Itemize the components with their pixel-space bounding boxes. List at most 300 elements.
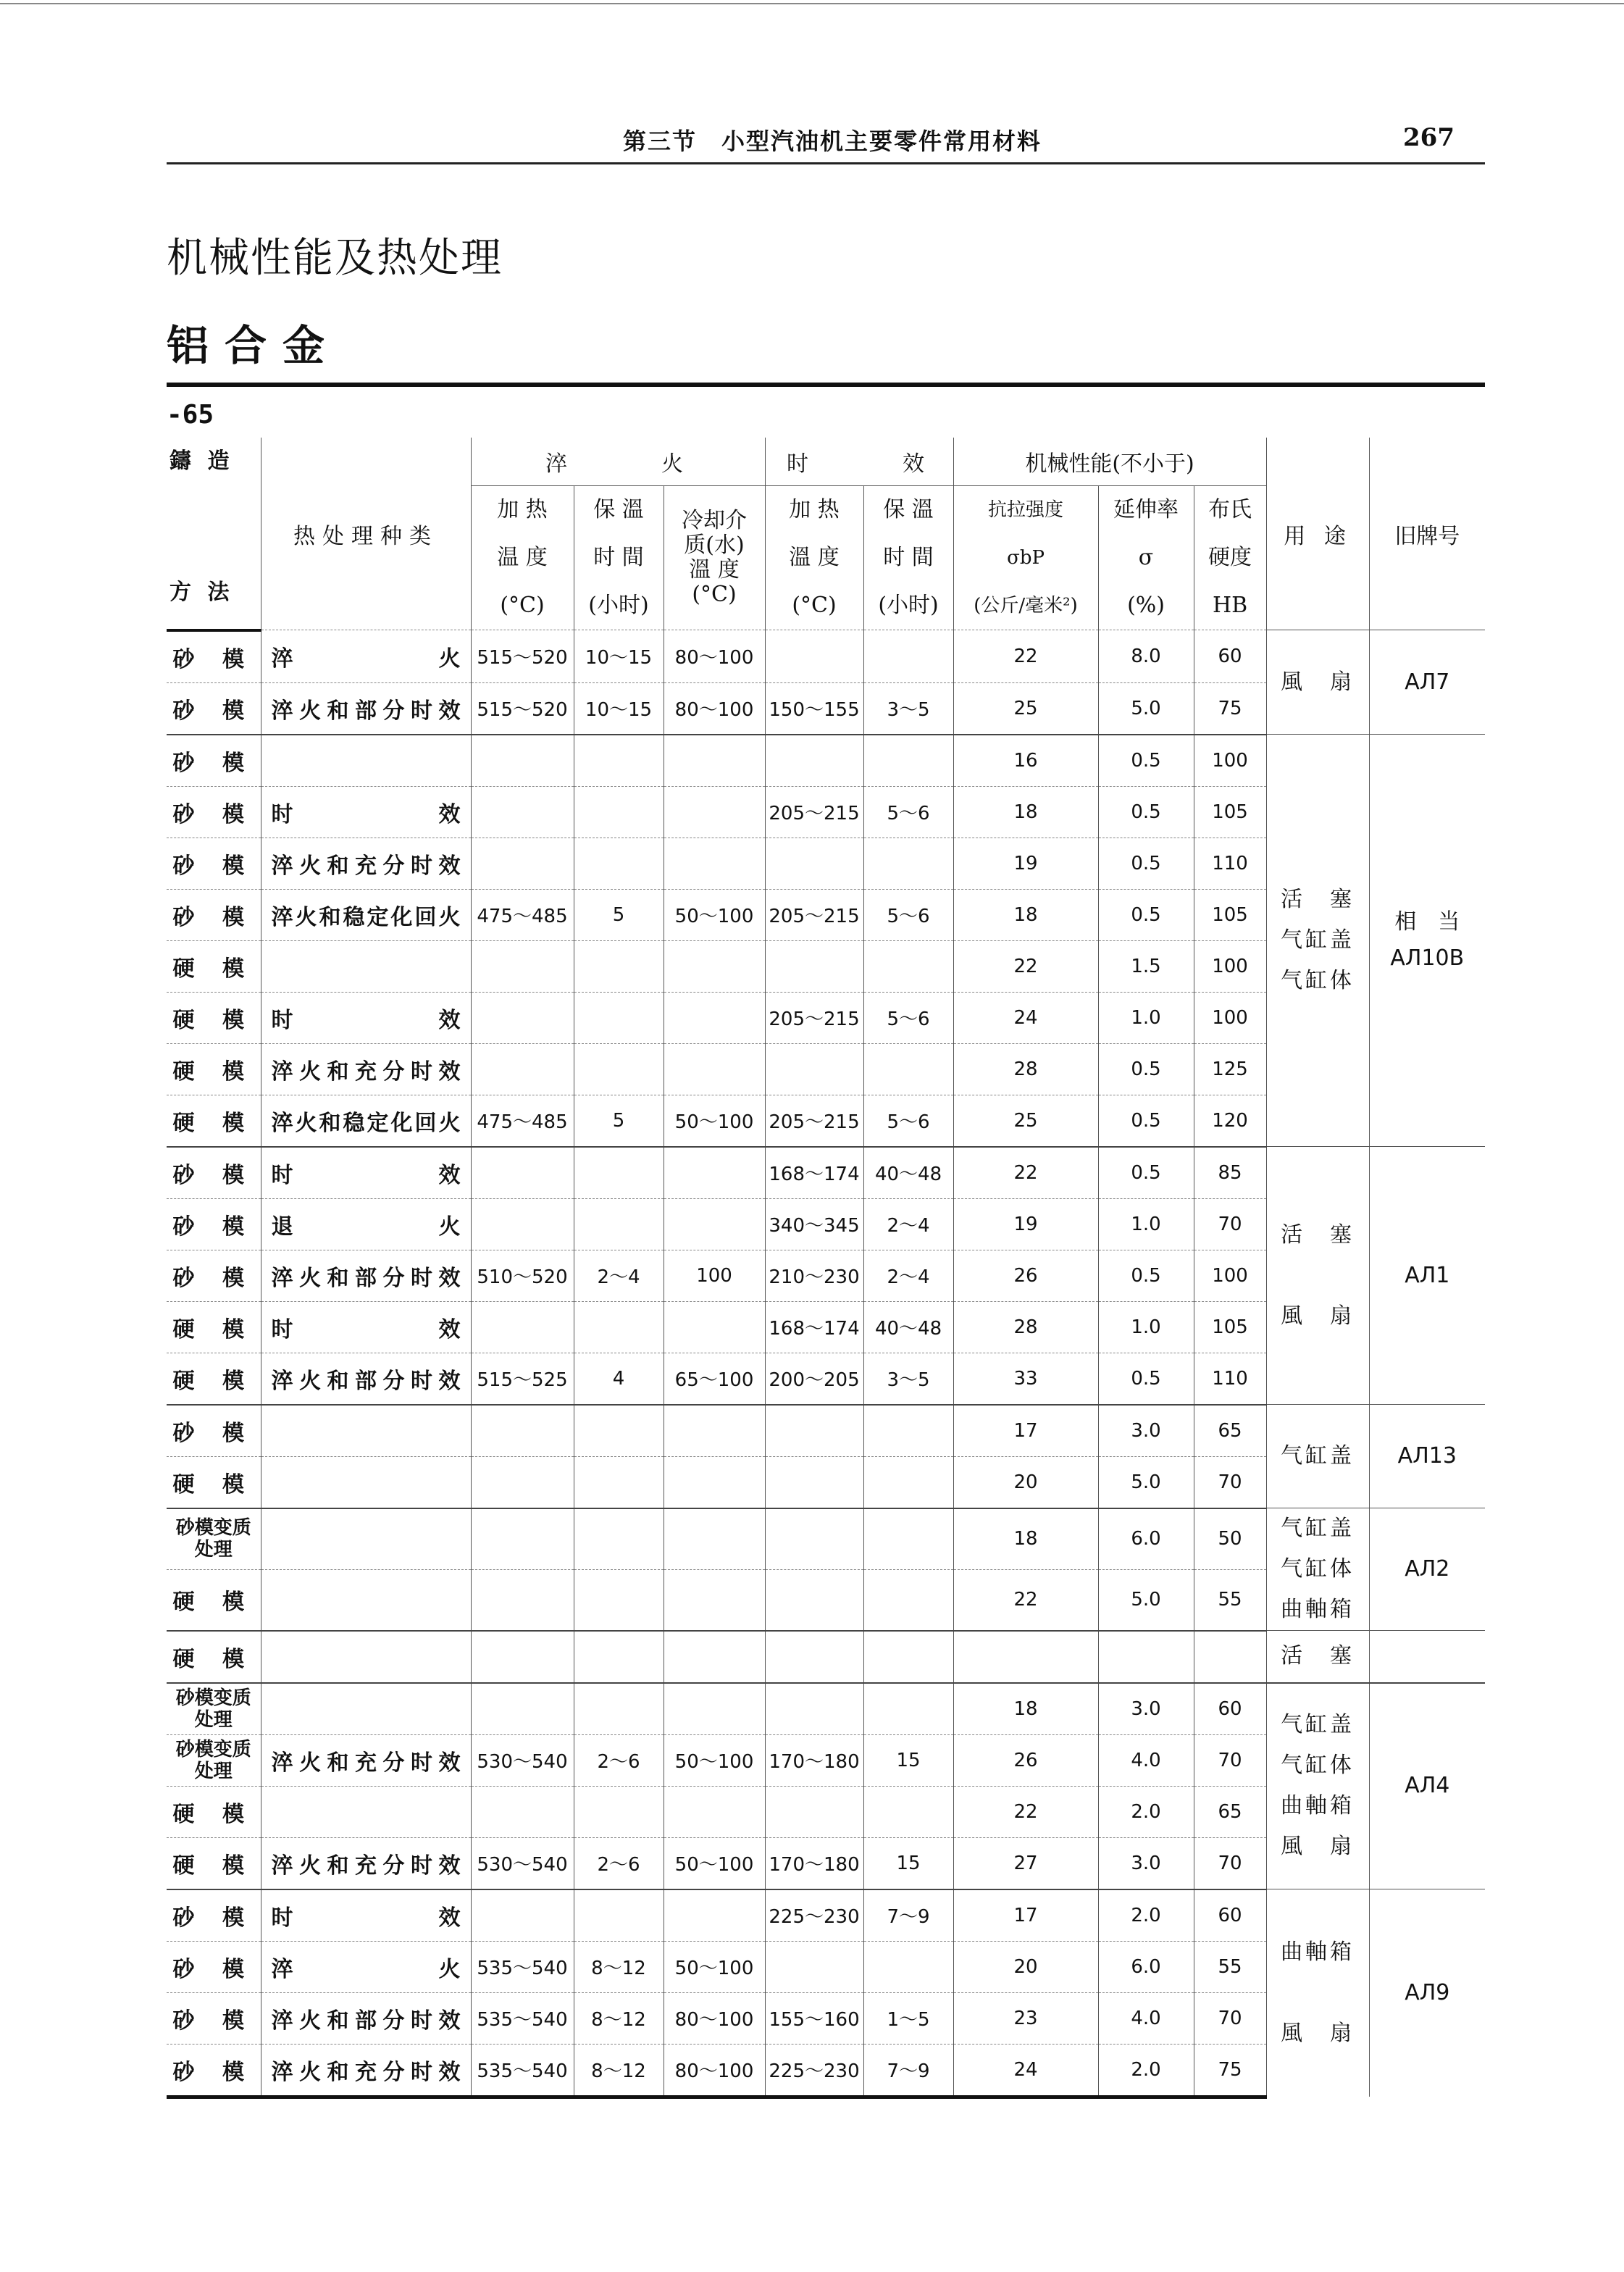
cell-elongation: 5.0 <box>1098 682 1194 735</box>
cell-treatment: 淬火 <box>261 630 471 683</box>
cell-aging-temp <box>765 1631 863 1683</box>
cell-hardness: 110 <box>1194 1353 1266 1405</box>
cell-use: 气缸盖 气缸体 曲軸箱 風 扇 <box>1266 1683 1369 1889</box>
cell-treatment <box>261 735 471 787</box>
cell-method: 砂 模 <box>167 682 261 735</box>
cell-quench-cool: 65～100 <box>664 1353 765 1405</box>
cell-tensile: 17 <box>953 1889 1098 1942</box>
cell-treatment: 淬火和充分时效 <box>261 1734 471 1786</box>
cell-aging-temp: 225～230 <box>765 2044 863 2097</box>
cell-method: 砂 模 <box>167 1250 261 1301</box>
cell-elongation: 3.0 <box>1098 1683 1194 1735</box>
cell-quench-temp <box>471 1456 574 1508</box>
cell-hardness: 70 <box>1194 1837 1266 1889</box>
cell-quench-cool <box>664 786 765 838</box>
cell-tensile: 16 <box>953 735 1098 787</box>
cell-aging-hold: 2～4 <box>863 1198 953 1250</box>
cell-aging-temp: 200～205 <box>765 1353 863 1405</box>
cell-hardness: 70 <box>1194 1734 1266 1786</box>
cell-quench-temp <box>471 838 574 889</box>
cell-quench-hold <box>574 1508 664 1570</box>
cell-aging-hold <box>863 630 953 683</box>
cell-hardness: 100 <box>1194 1250 1266 1301</box>
cell-aging-temp <box>765 1043 863 1095</box>
cell-quench-cool <box>664 1683 765 1735</box>
cell-hardness: 100 <box>1194 992 1266 1043</box>
cell-use: 气缸盖 气缸体 曲軸箱 <box>1266 1508 1369 1631</box>
cell-aging-hold: 7～9 <box>863 1889 953 1942</box>
cell-old-grade: АЛ7 <box>1369 630 1485 735</box>
cell-method: 砂 模 <box>167 735 261 787</box>
header-casting-method-b: 方 法 <box>167 557 261 630</box>
cell-treatment: 淬火和稳定化回火 <box>261 889 471 940</box>
cell-quench-temp: 530～540 <box>471 1837 574 1889</box>
cell-quench-hold: 2～6 <box>574 1837 664 1889</box>
cell-quench-hold <box>574 838 664 889</box>
cell-aging-temp: 150～155 <box>765 682 863 735</box>
cell-treatment <box>261 1569 471 1631</box>
cell-old-grade: АЛ4 <box>1369 1683 1485 1889</box>
header-use: 用 途 <box>1266 438 1369 630</box>
cell-method: 硬 模 <box>167 1456 261 1508</box>
cell-tensile: 33 <box>953 1353 1098 1405</box>
cell-quench-temp <box>471 1683 574 1735</box>
cell-treatment <box>261 1683 471 1735</box>
cell-elongation: 1.0 <box>1098 1198 1194 1250</box>
cell-aging-hold: 2～4 <box>863 1250 953 1301</box>
cell-tensile: 24 <box>953 992 1098 1043</box>
cell-use: 風 扇 <box>1266 630 1369 735</box>
cell-hardness: 110 <box>1194 838 1266 889</box>
cell-quench-temp <box>471 1569 574 1631</box>
cell-aging-temp: 205～215 <box>765 992 863 1043</box>
cell-elongation: 1.0 <box>1098 1301 1194 1353</box>
cell-aging-hold <box>863 1683 953 1735</box>
cell-quench-hold: 8～12 <box>574 1941 664 1992</box>
cell-hardness: 85 <box>1194 1147 1266 1199</box>
cell-aging-temp: 205～215 <box>765 786 863 838</box>
cell-treatment: 淬火和充分时效 <box>261 1837 471 1889</box>
cell-quench-temp <box>471 1889 574 1942</box>
cell-quench-cool <box>664 1147 765 1199</box>
cell-old-grade: АЛ2 <box>1369 1508 1485 1631</box>
cell-hardness: 120 <box>1194 1095 1266 1147</box>
cell-tensile: 28 <box>953 1301 1098 1353</box>
cell-elongation: 0.5 <box>1098 735 1194 787</box>
cell-elongation: 0.5 <box>1098 1250 1194 1301</box>
cell-quench-cool <box>664 940 765 992</box>
cell-quench-cool <box>664 1631 765 1683</box>
cell-aging-hold <box>863 1631 953 1683</box>
cell-tensile: 18 <box>953 1508 1098 1570</box>
cell-quench-hold <box>574 1301 664 1353</box>
cell-tensile: 25 <box>953 682 1098 735</box>
cell-aging-hold: 1～5 <box>863 1992 953 2044</box>
cell-treatment <box>261 1456 471 1508</box>
cell-elongation: 0.5 <box>1098 1147 1194 1199</box>
cell-hardness: 105 <box>1194 1301 1266 1353</box>
cell-elongation: 2.0 <box>1098 1786 1194 1837</box>
cell-elongation: 0.5 <box>1098 889 1194 940</box>
cell-elongation: 4.0 <box>1098 1992 1194 2044</box>
cell-quench-cool: 50～100 <box>664 1941 765 1992</box>
cell-treatment: 淬火 <box>261 1941 471 1992</box>
cell-method: 硬 模 <box>167 1569 261 1631</box>
cell-aging-hold <box>863 1043 953 1095</box>
cell-method: 砂 模 <box>167 1147 261 1199</box>
cell-old-grade: 相 当 АЛ10В <box>1369 735 1485 1147</box>
cell-aging-temp <box>765 630 863 683</box>
cell-method: 硬 模 <box>167 1631 261 1683</box>
cell-quench-temp: 515～520 <box>471 682 574 735</box>
cell-tensile: 20 <box>953 1941 1098 1992</box>
cell-aging-temp: 168～174 <box>765 1147 863 1199</box>
cell-tensile: 22 <box>953 1147 1098 1199</box>
cell-quench-cool: 100 <box>664 1250 765 1301</box>
cell-quench-cool <box>664 1786 765 1837</box>
cell-method: 砂 模 <box>167 838 261 889</box>
cell-quench-hold <box>574 1456 664 1508</box>
cell-aging-temp: 155～160 <box>765 1992 863 2044</box>
cell-treatment: 淬火和部分时效 <box>261 682 471 735</box>
header-treatment: 热处理种类 <box>261 438 471 630</box>
cell-tensile: 22 <box>953 1786 1098 1837</box>
cell-treatment <box>261 1631 471 1683</box>
cell-aging-temp: 225～230 <box>765 1889 863 1942</box>
cell-tensile: 25 <box>953 1095 1098 1147</box>
cell-treatment: 淬火和部分时效 <box>261 1992 471 2044</box>
header-old-grade: 旧牌号 <box>1369 438 1485 630</box>
cell-quench-hold <box>574 1405 664 1457</box>
cell-elongation: 3.0 <box>1098 1837 1194 1889</box>
cell-hardness: 125 <box>1194 1043 1266 1095</box>
cell-elongation: 3.0 <box>1098 1405 1194 1457</box>
cell-quench-hold <box>574 1683 664 1735</box>
page-number: 267 <box>1403 123 1455 152</box>
cell-quench-hold <box>574 992 664 1043</box>
subtitle: 铝合金 <box>167 321 341 370</box>
cell-method: 硬 模 <box>167 940 261 992</box>
cell-quench-cool: 50～100 <box>664 889 765 940</box>
table-number: -65 <box>167 400 214 430</box>
cell-method: 硬 模 <box>167 1095 261 1147</box>
title-rule <box>167 383 1485 387</box>
cell-quench-temp: 515～525 <box>471 1353 574 1405</box>
cell-quench-hold: 10～15 <box>574 630 664 683</box>
cell-hardness: 70 <box>1194 1198 1266 1250</box>
cell-quench-cool: 50～100 <box>664 1734 765 1786</box>
cell-aging-hold: 40～48 <box>863 1147 953 1199</box>
top-edge-rule <box>0 3 1624 4</box>
cell-tensile: 27 <box>953 1837 1098 1889</box>
cell-hardness: 65 <box>1194 1786 1266 1837</box>
cell-elongation: 5.0 <box>1098 1456 1194 1508</box>
cell-quench-hold <box>574 1043 664 1095</box>
cell-quench-hold: 5 <box>574 889 664 940</box>
cell-old-grade: АЛ13 <box>1369 1405 1485 1508</box>
cell-aging-hold <box>863 838 953 889</box>
cell-aging-temp: 205～215 <box>765 1095 863 1147</box>
cell-method: 砂 模 <box>167 1405 261 1457</box>
cell-elongation: 5.0 <box>1098 1569 1194 1631</box>
header-rule <box>167 162 1485 164</box>
cell-method: 硬 模 <box>167 1837 261 1889</box>
cell-aging-hold <box>863 1569 953 1631</box>
table-row <box>167 1683 1485 1735</box>
cell-tensile: 17 <box>953 1405 1098 1457</box>
cell-method: 硬 模 <box>167 1786 261 1837</box>
cell-treatment: 淬火和充分时效 <box>261 838 471 889</box>
cell-treatment <box>261 940 471 992</box>
cell-elongation: 6.0 <box>1098 1508 1194 1570</box>
cell-quench-cool: 80～100 <box>664 682 765 735</box>
cell-quench-hold: 2～4 <box>574 1250 664 1301</box>
cell-aging-hold <box>863 1941 953 1992</box>
cell-old-grade: АЛ9 <box>1369 1889 1485 2097</box>
cell-quench-temp: 515～520 <box>471 630 574 683</box>
cell-aging-hold: 7～9 <box>863 2044 953 2097</box>
cell-aging-temp: 170～180 <box>765 1837 863 1889</box>
cell-hardness: 55 <box>1194 1941 1266 1992</box>
cell-tensile: 22 <box>953 630 1098 683</box>
cell-hardness: 65 <box>1194 1405 1266 1457</box>
cell-treatment: 淬火和部分时效 <box>261 1353 471 1405</box>
cell-treatment: 时效 <box>261 786 471 838</box>
cell-aging-hold: 15 <box>863 1734 953 1786</box>
cell-aging-hold: 5～6 <box>863 992 953 1043</box>
cell-quench-temp <box>471 992 574 1043</box>
header-casting-method: 鑄 造 <box>169 448 234 475</box>
cell-use: 气缸盖 <box>1266 1405 1369 1508</box>
cell-quench-hold: 8～12 <box>574 1992 664 2044</box>
header-a-heat-temp: 加 热 溫 度 (°C) <box>765 486 863 630</box>
cell-use: 曲軸箱 風 扇 <box>1266 1889 1369 2097</box>
cell-tensile: 26 <box>953 1250 1098 1301</box>
cell-method: 砂模变质处理 <box>167 1734 261 1786</box>
cell-aging-temp <box>765 1941 863 1992</box>
cell-quench-hold: 8～12 <box>574 2044 664 2097</box>
cell-quench-cool <box>664 1043 765 1095</box>
cell-use: 活 塞 風 扇 <box>1266 1147 1369 1405</box>
cell-quench-temp: 535～540 <box>471 1992 574 2044</box>
cell-treatment: 淬火和部分时效 <box>261 1250 471 1301</box>
cell-quench-temp: 475～485 <box>471 889 574 940</box>
cell-tensile: 19 <box>953 1198 1098 1250</box>
cell-method: 砂模变质处理 <box>167 1683 261 1735</box>
cell-elongation <box>1098 1631 1194 1683</box>
cell-aging-temp <box>765 735 863 787</box>
cell-method: 硬 模 <box>167 992 261 1043</box>
cell-tensile <box>953 1631 1098 1683</box>
cell-quench-hold <box>574 1631 664 1683</box>
cell-quench-hold: 4 <box>574 1353 664 1405</box>
cell-tensile: 24 <box>953 2044 1098 2097</box>
cell-method: 砂 模 <box>167 889 261 940</box>
cell-hardness: 105 <box>1194 786 1266 838</box>
cell-use: 活 塞 <box>1266 1631 1369 1683</box>
cell-aging-temp <box>765 1405 863 1457</box>
cell-quench-temp <box>471 1043 574 1095</box>
cell-method: 砂 模 <box>167 1889 261 1942</box>
table-row <box>167 1631 1485 1683</box>
cell-aging-hold <box>863 1456 953 1508</box>
cell-quench-cool: 50～100 <box>664 1837 765 1889</box>
table-row <box>167 735 1485 787</box>
cell-quench-cool <box>664 1456 765 1508</box>
cell-quench-hold <box>574 1569 664 1631</box>
header-aging: 时 效 <box>765 438 953 486</box>
cell-quench-cool <box>664 838 765 889</box>
cell-method: 硬 模 <box>167 1043 261 1095</box>
header-mech: 机械性能(不小于) <box>953 438 1266 486</box>
cell-aging-temp <box>765 1508 863 1570</box>
cell-use: 活 塞 气缸盖 气缸体 <box>1266 735 1369 1147</box>
cell-hardness: 75 <box>1194 682 1266 735</box>
cell-old-grade: АЛ1 <box>1369 1147 1485 1405</box>
cell-aging-hold: 15 <box>863 1837 953 1889</box>
cell-quench-hold <box>574 940 664 992</box>
cell-aging-temp <box>765 1683 863 1735</box>
cell-elongation: 8.0 <box>1098 630 1194 683</box>
cell-method: 砂 模 <box>167 630 261 683</box>
cell-aging-hold <box>863 735 953 787</box>
cell-quench-temp <box>471 1631 574 1683</box>
cell-elongation: 1.0 <box>1098 992 1194 1043</box>
cell-aging-hold <box>863 940 953 992</box>
cell-tensile: 18 <box>953 1683 1098 1735</box>
cell-aging-temp: 210～230 <box>765 1250 863 1301</box>
table-row <box>167 1508 1485 1570</box>
cell-quench-cool <box>664 1405 765 1457</box>
cell-quench-hold <box>574 1147 664 1199</box>
cell-aging-hold: 5～6 <box>863 889 953 940</box>
table-row <box>167 1889 1485 1942</box>
header-q-hold-time: 保 溫 时 間 (小时) <box>574 486 664 630</box>
header-q-heat-temp: 加 热 温 度 (°C) <box>471 486 574 630</box>
cell-aging-temp: 205～215 <box>765 889 863 940</box>
cell-method: 砂 模 <box>167 2044 261 2097</box>
cell-quench-cool <box>664 735 765 787</box>
cell-quench-temp <box>471 1147 574 1199</box>
cell-quench-cool: 80～100 <box>664 1992 765 2044</box>
cell-quench-temp <box>471 940 574 992</box>
cell-aging-temp <box>765 1456 863 1508</box>
cell-tensile: 22 <box>953 1569 1098 1631</box>
cell-quench-temp: 535～540 <box>471 1941 574 1992</box>
cell-hardness <box>1194 1631 1266 1683</box>
cell-hardness: 60 <box>1194 630 1266 683</box>
cell-treatment: 淬火和稳定化回火 <box>261 1095 471 1147</box>
cell-quench-hold <box>574 1786 664 1837</box>
cell-quench-temp <box>471 786 574 838</box>
cell-quench-hold: 2～6 <box>574 1734 664 1786</box>
cell-elongation: 0.5 <box>1098 1353 1194 1405</box>
cell-tensile: 20 <box>953 1456 1098 1508</box>
cell-quench-temp: 535～540 <box>471 2044 574 2097</box>
cell-hardness: 55 <box>1194 1569 1266 1631</box>
cell-treatment: 时效 <box>261 1301 471 1353</box>
cell-tensile: 28 <box>953 1043 1098 1095</box>
cell-treatment <box>261 1508 471 1570</box>
cell-aging-hold: 5～6 <box>863 1095 953 1147</box>
cell-method: 砂 模 <box>167 1992 261 2044</box>
cell-aging-temp <box>765 838 863 889</box>
cell-treatment: 退火 <box>261 1198 471 1250</box>
cell-aging-hold: 3～5 <box>863 682 953 735</box>
cell-quench-temp <box>471 1405 574 1457</box>
cell-aging-temp: 340～345 <box>765 1198 863 1250</box>
cell-aging-hold <box>863 1786 953 1837</box>
header-spacer <box>167 486 261 557</box>
header-row-1 <box>167 438 1485 486</box>
header-quench: 淬 火 <box>471 438 765 486</box>
cell-treatment: 淬火和充分时效 <box>261 1043 471 1095</box>
cell-quench-cool <box>664 1301 765 1353</box>
cell-elongation: 0.5 <box>1098 786 1194 838</box>
cell-tensile: 22 <box>953 940 1098 992</box>
cell-hardness: 70 <box>1194 1456 1266 1508</box>
cell-elongation: 0.5 <box>1098 1095 1194 1147</box>
section-label: 第三节 小型汽油机主要零件常用材料 <box>623 128 1042 155</box>
header-tensile: 抗拉强度 σbP (公斤/毫米²) <box>953 486 1098 630</box>
cell-quench-hold <box>574 735 664 787</box>
cell-aging-temp <box>765 1569 863 1631</box>
cell-treatment <box>261 1405 471 1457</box>
table-row <box>167 1405 1485 1457</box>
cell-quench-temp <box>471 1786 574 1837</box>
cell-aging-temp: 168～174 <box>765 1301 863 1353</box>
cell-quench-hold: 10～15 <box>574 682 664 735</box>
cell-method: 砂 模 <box>167 1941 261 1992</box>
cell-hardness: 75 <box>1194 2044 1266 2097</box>
cell-quench-cool <box>664 1569 765 1631</box>
properties-table <box>167 438 1485 2099</box>
cell-elongation: 2.0 <box>1098 1889 1194 1942</box>
cell-aging-hold: 5～6 <box>863 786 953 838</box>
cell-quench-hold <box>574 1889 664 1942</box>
cell-hardness: 60 <box>1194 1683 1266 1735</box>
cell-quench-cool <box>664 1889 765 1942</box>
cell-aging-temp: 170～180 <box>765 1734 863 1786</box>
cell-quench-hold <box>574 1198 664 1250</box>
cell-elongation: 2.0 <box>1098 2044 1194 2097</box>
cell-tensile: 18 <box>953 786 1098 838</box>
cell-tensile: 19 <box>953 838 1098 889</box>
cell-method: 硬 模 <box>167 1301 261 1353</box>
cell-hardness: 100 <box>1194 735 1266 787</box>
cell-aging-hold <box>863 1405 953 1457</box>
cell-hardness: 70 <box>1194 1992 1266 2044</box>
cell-quench-cool <box>664 1508 765 1570</box>
cell-aging-hold <box>863 1508 953 1570</box>
cell-method: 硬 模 <box>167 1353 261 1405</box>
cell-aging-hold: 40～48 <box>863 1301 953 1353</box>
cell-elongation: 0.5 <box>1098 1043 1194 1095</box>
cell-hardness: 100 <box>1194 940 1266 992</box>
cell-treatment: 时效 <box>261 1147 471 1199</box>
cell-quench-hold: 5 <box>574 1095 664 1147</box>
cell-treatment: 时效 <box>261 1889 471 1942</box>
cell-quench-cool <box>664 992 765 1043</box>
cell-quench-temp <box>471 1301 574 1353</box>
cell-hardness: 50 <box>1194 1508 1266 1570</box>
cell-quench-temp: 475～485 <box>471 1095 574 1147</box>
cell-tensile: 23 <box>953 1992 1098 2044</box>
cell-quench-temp <box>471 1508 574 1570</box>
cell-quench-temp <box>471 735 574 787</box>
header-a-hold-time: 保 溫 时 間 (小时) <box>863 486 953 630</box>
cell-elongation: 4.0 <box>1098 1734 1194 1786</box>
